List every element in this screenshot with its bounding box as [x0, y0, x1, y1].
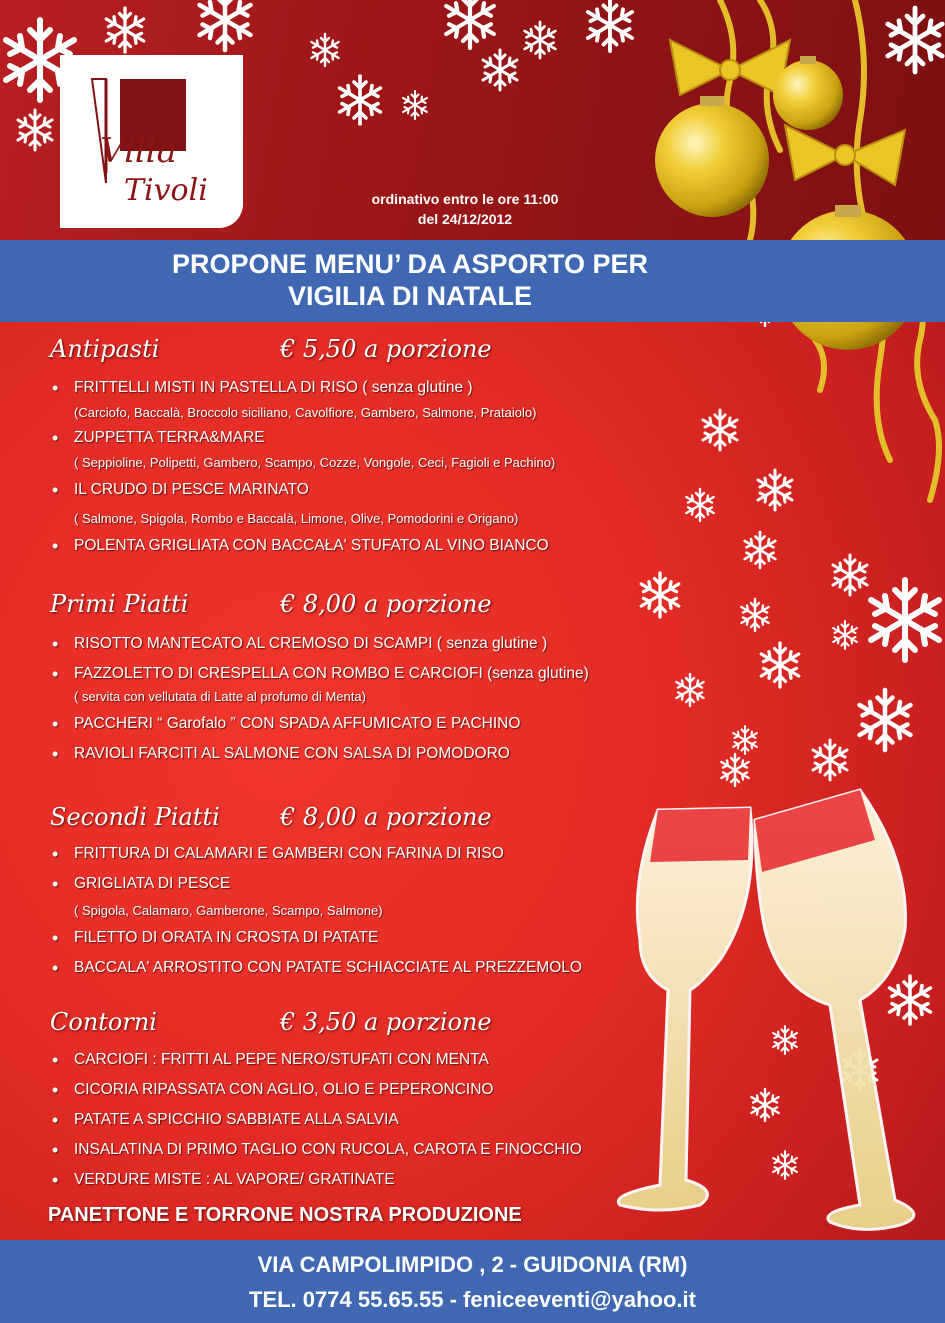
menu-item: • CICORIA RIPASSATA CON AGLIO, OLIO E PEPERONCINO: [50, 1080, 650, 1100]
menu-item: • FILETTO DI ORATA IN CROSTA DI PATATE: [50, 928, 650, 948]
menu-item: • FRITTELLI MISTI IN PASTELLA DI RISO ( senza glutine ) (Carciofo, Baccalà, Broccolo siciliano, Cavolfiore, Gambero, Salmone, Prataiolo): [50, 378, 650, 422]
footer-contacts: TEL. 0774 55.65.55 - feniceeventi@yahoo.it: [249, 1287, 696, 1312]
menu-item: • PATATE A SPICCHIO SABBIATE ALLA SALVIA: [50, 1110, 650, 1130]
menu-item: • POLENTA GRIGLIATA CON BACCAŁA' STUFATO AL VINO BIANCO: [50, 536, 650, 556]
banner-line2: VIGILIA DI NATALE: [288, 281, 532, 311]
section-price-secondi: € 8,00 a porzione: [280, 803, 492, 831]
menu-item: • CARCIOFI : FRITTI AL PEPE NERO/STUFATI CON MENTA: [50, 1050, 650, 1070]
footer-address: VIA CAMPOLIMPIDO , 2 - GUIDONIA (RM): [257, 1252, 688, 1277]
menu-item: • RISOTTO MANTECATO AL CREMOSO DI SCAMPI ( senza glutine ): [50, 634, 650, 654]
contorni-list: [50, 1050, 650, 1190]
banner-title: [100, 248, 720, 312]
menu-item: • FAZZOLETTO DI CRESPELLA CON ROMBO E CARCIOFI (senza glutine) ( servita con vellutata di Latte al profumo di Menta): [50, 664, 650, 706]
primi-list: [50, 634, 650, 764]
section-price-antipasti: € 5,50 a porzione: [280, 335, 492, 363]
menu-item: • INSALATINA DI PRIMO TAGLIO CON RUCOLA, CAROTA E FINOCCHIO: [50, 1140, 650, 1160]
section-title-secondi: Secondi Piatti: [50, 803, 220, 831]
section-title-antipasti: Antipasti: [50, 335, 160, 363]
menu-item: • VERDURE MISTE : AL VAPORE/ GRATINATE: [50, 1170, 650, 1190]
section-title-primi: Primi Piatti: [50, 590, 189, 618]
menu-item: • RAVIOLI FARCITI AL SALMONE CON SALSA DI POMODORO: [50, 744, 650, 764]
banner-line1: PROPONE MENU’ DA ASPORTO PER: [171, 249, 649, 279]
menu-item: • FRITTURA DI CALAMARI E GAMBERI CON FARINA DI RISO: [50, 844, 650, 864]
closing-note: PANETTONE E TORRONE NOSTRA PRODUZIONE: [48, 1204, 522, 1226]
menu-item: • BACCALA' ARROSTITO CON PATATE SCHIACCIATE AL PREZZEMOLO: [50, 958, 650, 978]
menu-item: • GRIGLIATA DI PESCE ( Spigola, Calamaro, Gamberone, Scampo, Salmone): [50, 874, 650, 920]
section-price-primi: € 8,00 a porzione: [280, 590, 492, 618]
menu-item: • IL CRUDO DI PESCE MARINATO ( Salmone, Spigola, Rombo e Baccalà, Limone, Olive, Pomodorini e Origano): [50, 480, 650, 528]
section-price-contorni: € 3,50 a porzione: [280, 1008, 492, 1036]
logo-word-tivoli: Tivoli: [124, 173, 208, 208]
section-title-contorni: Contorni: [50, 1008, 157, 1036]
secondi-list: [50, 844, 650, 978]
antipasti-list: [50, 378, 650, 556]
menu-item: • ZUPPETTA TERRA&MARE ( Seppioline, Polipetti, Gambero, Scampo, Cozze, Vongole, Ceci, Fagioli e Pachino): [50, 428, 650, 472]
order-deadline-note: [320, 189, 610, 229]
villa-tivoli-logo: [60, 55, 243, 228]
menu-item: • PACCHERI “ Garofalo ” CON SPADA AFFUMICATO E PACHINO: [50, 714, 650, 734]
logo-word-villa: Villa: [100, 131, 177, 171]
order-note-line2: del 24/12/2012: [417, 211, 513, 227]
order-note-line1: ordinativo entro le ore 11:00: [371, 191, 559, 207]
